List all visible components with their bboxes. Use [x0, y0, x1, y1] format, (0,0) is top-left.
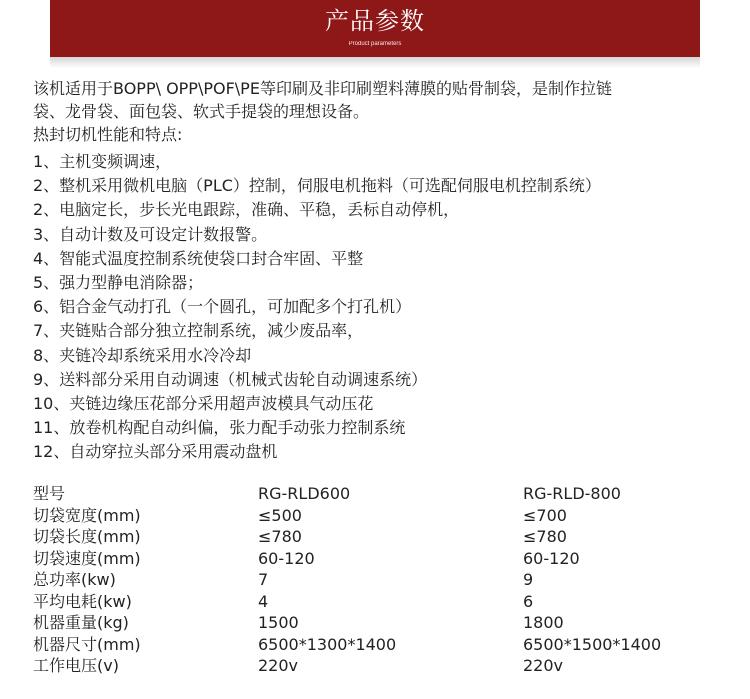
- spec-value-rld800: 6500*1500*1400: [523, 634, 662, 654]
- table-row: [33, 634, 723, 656]
- spec-value-rld600: 4: [258, 591, 269, 611]
- spec-label: 切袋长度(mm): [33, 527, 141, 546]
- spec-label: 总功率(kw): [33, 570, 116, 589]
- spec-value-rld600: 7: [258, 570, 269, 589]
- intro-line: 袋、龙骨袋、面包袋、软式手提袋的理想设备。: [33, 102, 370, 121]
- feature-item: 11、放卷机构配自动纠偏，张力配手动张力控制系统: [33, 418, 406, 438]
- spec-value-rld800: 220v: [523, 656, 564, 675]
- spec-value-rld600: ≤780: [258, 527, 302, 546]
- section-banner: [50, 0, 700, 68]
- table-row: [33, 526, 723, 548]
- intro-heading: 热封切机性能和特点:: [33, 125, 183, 144]
- feature-item: 3、自动计数及可设定计数报警。: [33, 224, 268, 244]
- table-row: [33, 569, 723, 591]
- spec-label: 切袋速度(mm): [33, 548, 141, 568]
- spec-label: 平均电耗(kw): [33, 591, 132, 611]
- table-row: [33, 612, 723, 634]
- spec-value-rld800: 60-120: [523, 548, 580, 568]
- feature-list: [33, 150, 723, 465]
- table-row: [33, 655, 723, 677]
- spec-label: 机器尺寸(mm): [33, 634, 141, 654]
- spec-value-rld600: 6500*1300*1400: [258, 634, 397, 654]
- spec-label: 切袋宽度(mm): [33, 505, 141, 525]
- spec-value-rld800: 1800: [523, 613, 564, 632]
- spec-table: [33, 483, 723, 677]
- table-row: [33, 505, 723, 527]
- feature-item: 9、送料部分采用自动调速（机械式齿轮自动调速系统）: [33, 369, 428, 389]
- feature-item: 2、电脑定长，步长光电跟踪，准确、平稳，丢标自动停机，: [33, 200, 460, 220]
- spec-label: 型号: [33, 484, 66, 503]
- spec-label: 机器重量(kg): [33, 613, 129, 632]
- feature-item: 2、整机采用微机电脑（PLC）控制，伺服电机拖料（可选配伺服电机控制系统）: [33, 176, 601, 196]
- table-row: [33, 483, 723, 505]
- product-intro: [33, 77, 723, 146]
- banner-subtitle: Product parameters: [348, 41, 402, 47]
- spec-value-rld600: 220v: [258, 656, 299, 675]
- spec-label: 工作电压(v): [33, 656, 119, 675]
- feature-item: 4、智能式温度控制系统使袋口封合牢固、平整: [33, 248, 364, 268]
- feature-item: 12、自动穿拉头部分采用震动盘机: [33, 442, 278, 462]
- banner-bar: [50, 0, 700, 57]
- spec-value-rld800: ≤780: [523, 527, 567, 546]
- feature-item: 6、铝合金气动打孔（一个圆孔，可加配多个打孔机）: [33, 297, 412, 317]
- banner-shadow: [50, 56, 700, 68]
- intro-line: 该机适用于BOPP\ OPP\POF\PE等印刷及非印刷塑料薄膜的贴骨制袋，是制作拉链: [33, 79, 612, 98]
- feature-item: 5、强力型静电消除器；: [33, 273, 204, 293]
- table-row: [33, 548, 723, 570]
- spec-value-rld800: ≤700: [523, 505, 567, 525]
- spec-value-rld800: RG-RLD-800: [523, 484, 621, 503]
- spec-value-rld800: 6: [523, 591, 534, 611]
- spec-value-rld600: RG-RLD600: [258, 484, 351, 503]
- feature-item: 10、夹链边缘压花部分采用超声波模具气动压花: [33, 394, 374, 414]
- banner-title: 产品参数: [325, 7, 425, 35]
- spec-value-rld600: 1500: [258, 613, 299, 632]
- spec-value-rld800: 9: [523, 570, 534, 589]
- feature-item: 8、夹链冷却系统采用水冷冷却: [33, 345, 252, 365]
- table-row: [33, 591, 723, 613]
- feature-item: 1、主机变频调速，: [33, 152, 172, 171]
- feature-item: 7、夹链贴合部分独立控制系统，减少废品率，: [33, 321, 364, 341]
- spec-value-rld600: 60-120: [258, 548, 315, 568]
- spec-value-rld600: ≤500: [258, 505, 302, 525]
